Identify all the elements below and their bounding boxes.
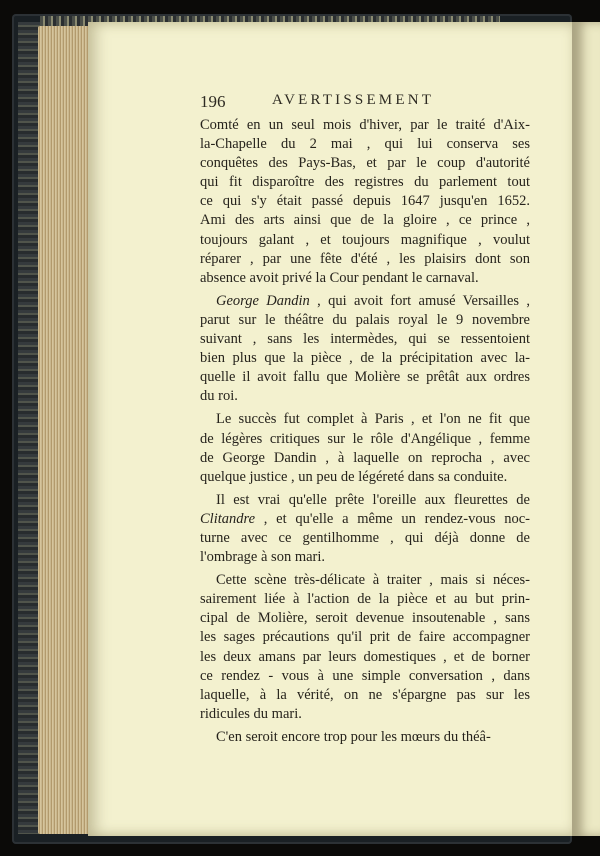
- text-line: l'ombrage à son mari.: [200, 549, 326, 566]
- page-header: [200, 92, 460, 114]
- text-line: laquelle, à la vérité, on ne s'épargne pas sur les: [200, 686, 530, 703]
- text-line: parut sur le théâtre du palais royal le 9 novembre: [200, 311, 530, 328]
- facing-page-edge: [572, 22, 600, 836]
- page-number: 196: [200, 92, 226, 111]
- text-line: la-Chapelle du 2 mai , qui lui conserva ses: [200, 136, 530, 153]
- paragraph: [200, 116, 530, 288]
- text-line: de George Dandin , à laquelle on reprocha , avec: [200, 449, 530, 466]
- text-line: quelle il avoit fallu que Molière se prêtât aux ordres: [200, 369, 530, 386]
- text-line: quelque justice , un peu de légéreté dans sa conduite.: [200, 468, 508, 485]
- text-line: C'en seroit encore trop pour les mœurs du théâ-: [216, 728, 491, 745]
- text-line: ce rendez - vous à une simple conversation , dans: [200, 667, 530, 684]
- paragraph: [200, 410, 530, 486]
- text-line: les deux amans par leurs domestiques , et de borner: [200, 648, 530, 665]
- paragraph: [200, 292, 530, 407]
- text-line: absence avoit privé la Cour pendant le carnaval.: [200, 269, 479, 286]
- text-line: de légères critiques sur le rôle d'Angélique , femme: [200, 430, 530, 447]
- paragraph: [200, 728, 530, 747]
- text-line: qui fit disparoître des registres du parlement tout: [200, 174, 530, 191]
- text-line: turne avec ce gentilhomme , qui déjà donne de: [200, 529, 530, 546]
- text-line: Il est vrai qu'elle prête l'oreille aux fleurettes de: [216, 491, 530, 508]
- paragraph: [200, 571, 530, 724]
- text-line: du roi.: [200, 388, 238, 405]
- text-line: George Dandin , qui avoit fort amusé Versailles ,: [216, 292, 530, 309]
- text-line: Cette scène très-délicate à traiter , mais si néces-: [216, 572, 530, 589]
- text-line: conquêtes des Pays-Bas, et par le coup d'autorité: [200, 155, 530, 172]
- text-line: Clitandre , et qu'elle a même un rendez-vous noc-: [200, 510, 530, 527]
- spine-decoration: [18, 22, 40, 834]
- text-line: sairement liée à l'action de la pièce et au but prin-: [200, 591, 530, 608]
- page-edges: [38, 26, 90, 834]
- text-line: les sages précautions qu'il prit de faire accompagner: [200, 629, 530, 646]
- text-line: ridicules du mari.: [200, 705, 302, 722]
- text-line: bien plus que la pièce , de la précipitation avec la-: [200, 350, 530, 367]
- text-line: Comté en un seul mois d'hiver, par le traité d'Aix-: [200, 117, 530, 133]
- text-line: ce qui s'y était passé depuis 1647 jusqu'en 1652.: [200, 193, 530, 210]
- text-line: cipal de Molière, seroit devenue insoutenable , sans: [200, 610, 530, 627]
- text-line: toujours galant , et toujours magnifique , voulut: [200, 231, 530, 248]
- text-line: Ami des arts ainsi que de la gloire , ce prince ,: [200, 212, 530, 229]
- text-line: Le succès fut complet à Paris , et l'on ne fit que: [216, 411, 530, 428]
- body-text: [200, 116, 530, 747]
- running-title: AVERTISSEMENT: [272, 92, 435, 108]
- text-line: suivant , sans les intermèdes, qui se ressentoient: [200, 331, 530, 348]
- text-line: réparer , par une fête d'été , les plaisirs dont son: [200, 250, 530, 267]
- paragraph: [200, 491, 530, 567]
